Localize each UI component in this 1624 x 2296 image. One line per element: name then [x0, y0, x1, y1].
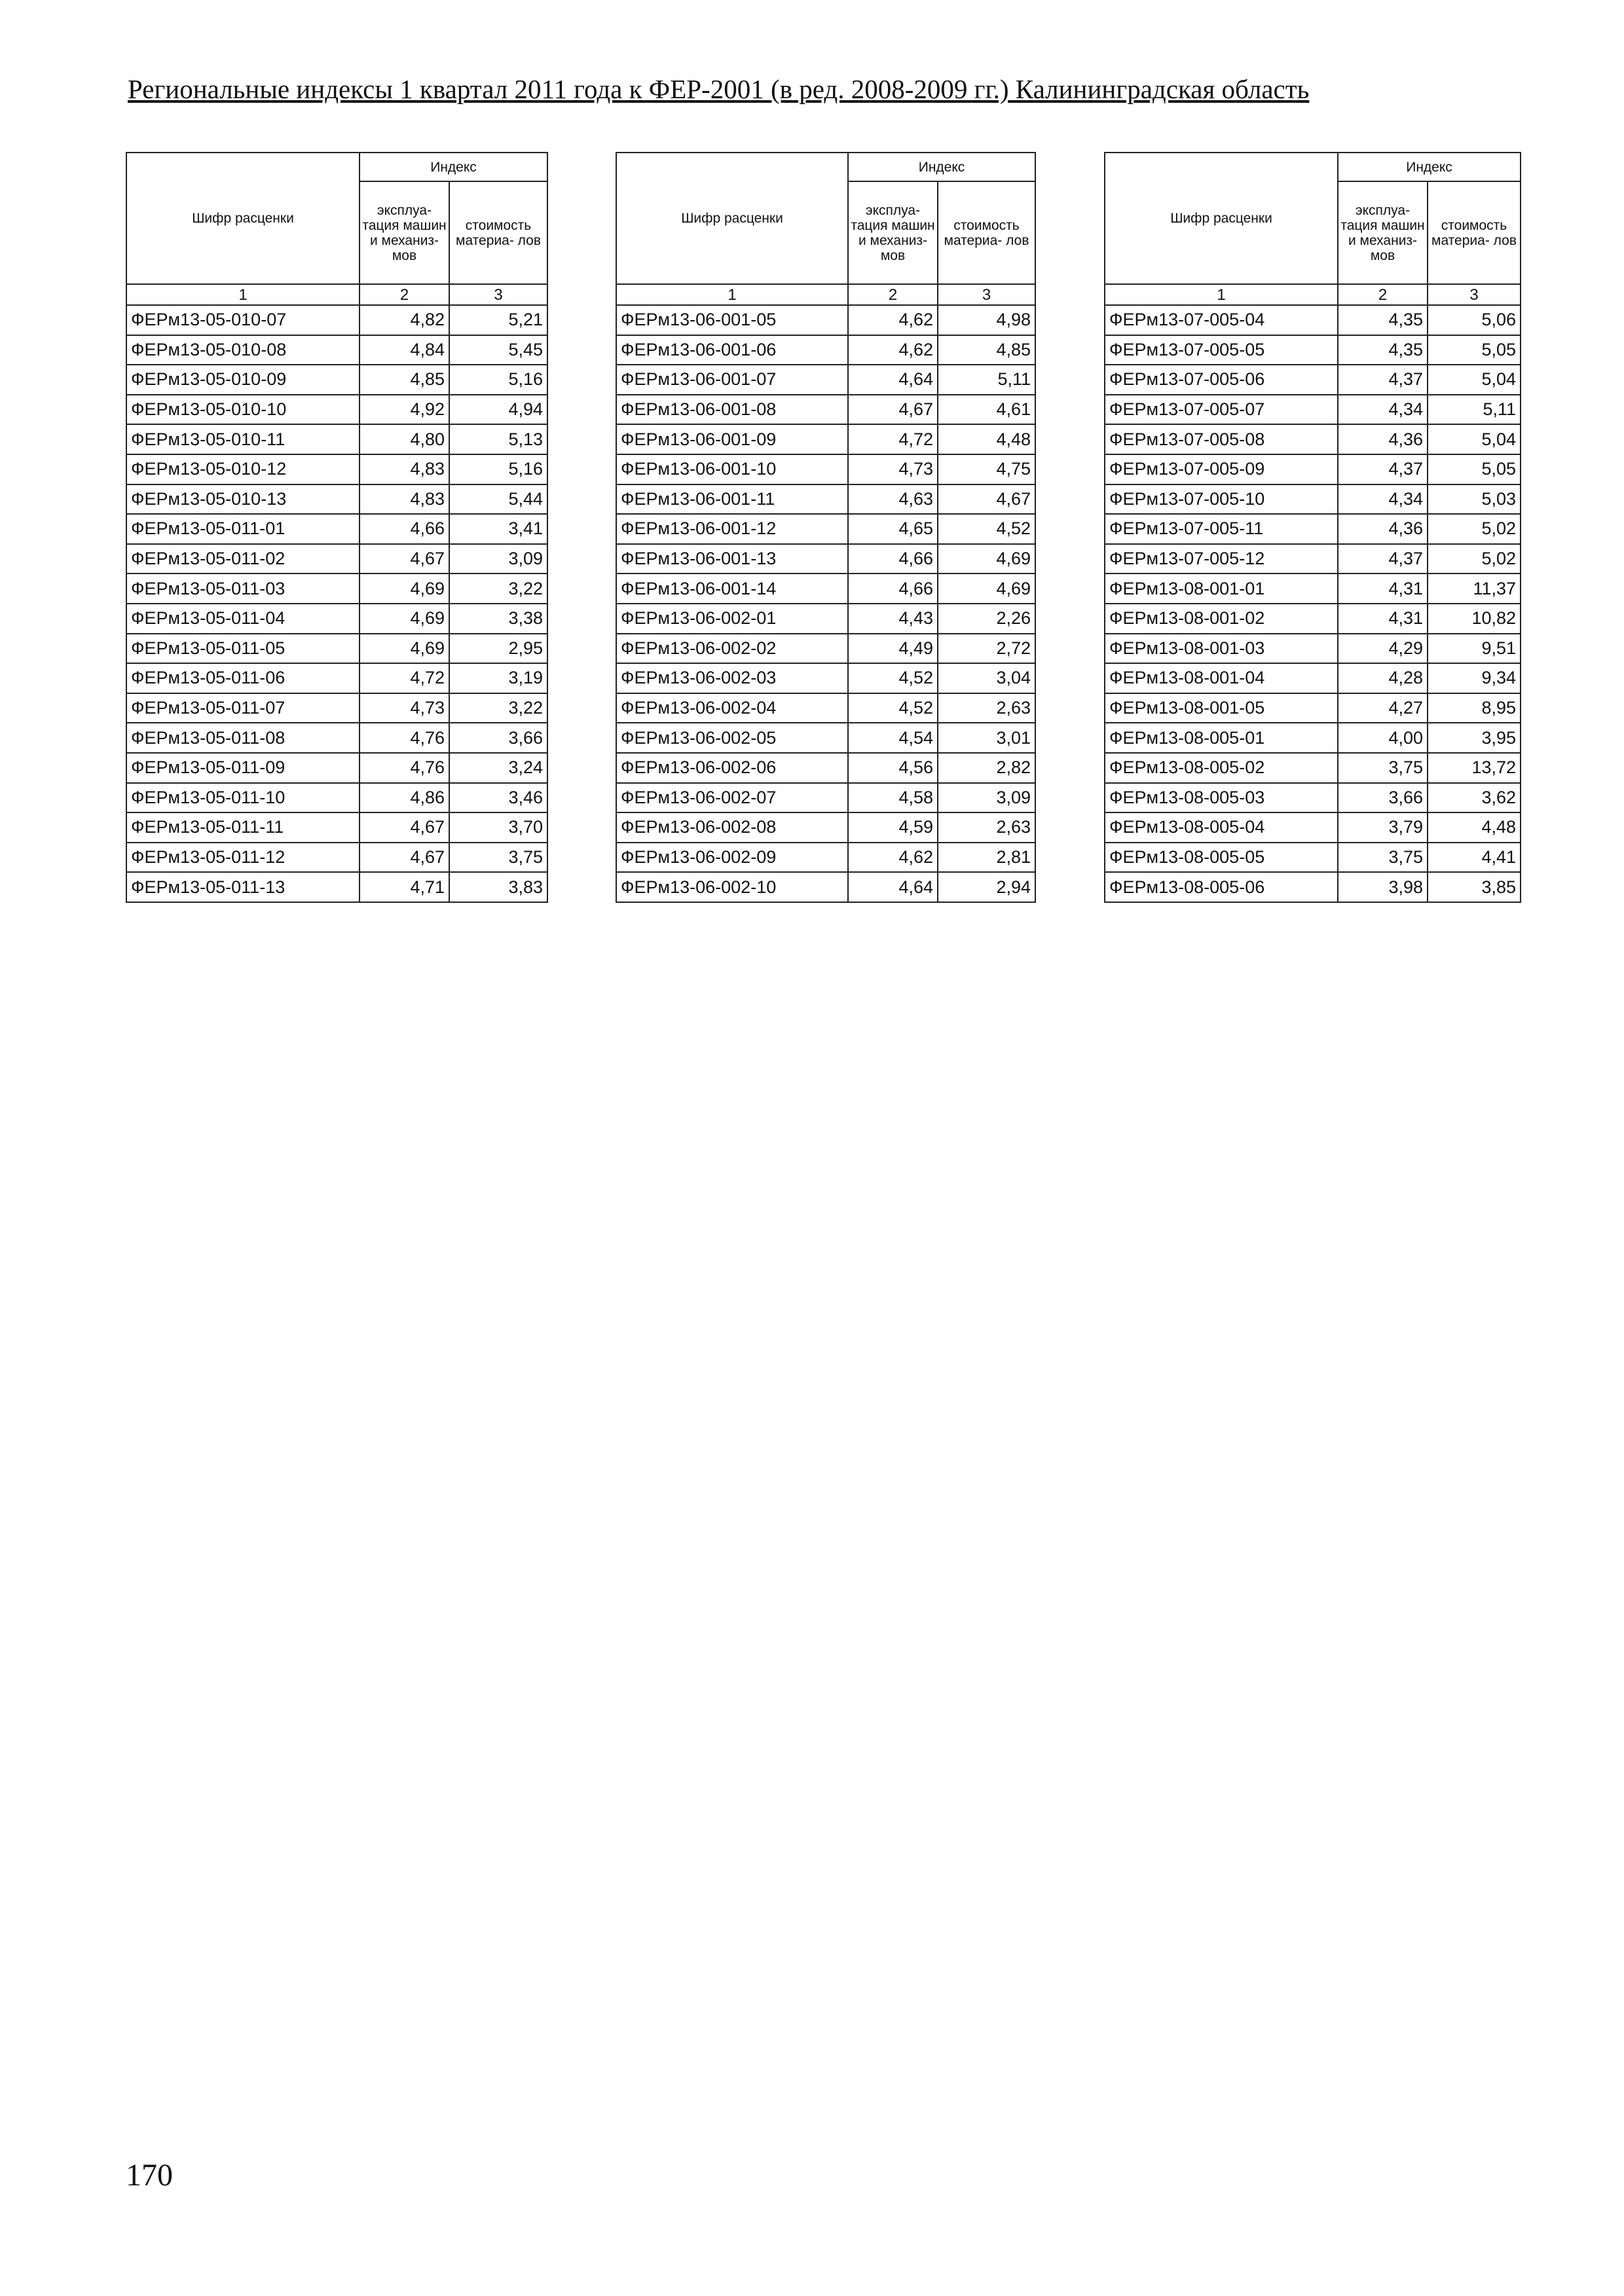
rate-code-cell: ФЕРм13-08-005-01 [1105, 723, 1338, 753]
machines-index-cell: 4,67 [360, 812, 449, 843]
rate-code-cell: ФЕРм13-07-005-10 [1105, 484, 1338, 515]
table-row [1105, 335, 1521, 365]
materials-index-cell: 5,11 [1428, 395, 1521, 425]
machines-index-cell: 4,92 [360, 395, 449, 425]
rate-code-cell: ФЕРм13-07-005-07 [1105, 395, 1338, 425]
table-row [1105, 812, 1521, 843]
table-row [616, 843, 1035, 873]
materials-index-cell: 10,82 [1428, 604, 1521, 634]
materials-index-cell: 4,48 [938, 424, 1035, 454]
machines-index-cell: 4,34 [1338, 395, 1428, 425]
materials-index-cell: 3,85 [1428, 872, 1521, 902]
machines-index-cell: 4,83 [360, 454, 449, 484]
rate-code-cell: ФЕРм13-05-011-06 [126, 663, 360, 693]
table-row [126, 663, 547, 693]
table-row [126, 484, 547, 515]
rate-code-cell: ФЕРм13-07-005-08 [1105, 424, 1338, 454]
table-row [126, 604, 547, 634]
materials-index-cell: 5,44 [449, 484, 547, 515]
machines-index-cell: 4,66 [360, 514, 449, 544]
materials-index-cell: 2,63 [938, 693, 1035, 723]
rate-code-cell: ФЕРм13-08-001-02 [1105, 604, 1338, 634]
materials-index-cell: 2,94 [938, 872, 1035, 902]
materials-index-cell: 4,61 [938, 395, 1035, 425]
table-row [1105, 424, 1521, 454]
table-row [616, 365, 1035, 395]
table-row [126, 514, 547, 544]
machines-index-cell: 4,69 [360, 574, 449, 604]
table-row [616, 454, 1035, 484]
materials-index-cell: 4,41 [1428, 843, 1521, 873]
machines-index-cell: 4,86 [360, 783, 449, 813]
materials-index-cell: 3,09 [938, 783, 1035, 813]
table-row [126, 544, 547, 574]
rate-code-cell: ФЕРм13-08-005-03 [1105, 783, 1338, 813]
column-number-1: 1 [616, 284, 848, 305]
column-header-machines: эксплуа- тация машин и механиз- мов [360, 181, 449, 284]
rate-code-cell: ФЕРм13-06-002-07 [616, 783, 848, 813]
rate-code-cell: ФЕРм13-08-001-01 [1105, 574, 1338, 604]
table-row [616, 424, 1035, 454]
rate-code-cell: ФЕРм13-05-010-09 [126, 365, 360, 395]
machines-index-cell: 3,75 [1338, 753, 1428, 783]
table-row [1105, 872, 1521, 902]
rate-code-cell: ФЕРм13-07-005-06 [1105, 365, 1338, 395]
materials-index-cell: 13,72 [1428, 753, 1521, 783]
machines-index-cell: 4,52 [848, 663, 938, 693]
materials-index-cell: 4,67 [938, 484, 1035, 515]
materials-index-cell: 3,09 [449, 544, 547, 574]
materials-index-cell: 2,26 [938, 604, 1035, 634]
table-row [1105, 544, 1521, 574]
table-row [1105, 454, 1521, 484]
rate-code-cell: ФЕРм13-05-011-03 [126, 574, 360, 604]
machines-index-cell: 4,36 [1338, 424, 1428, 454]
rate-code-cell: ФЕРм13-06-002-05 [616, 723, 848, 753]
materials-index-cell: 2,95 [449, 634, 547, 664]
rate-code-cell: ФЕРм13-05-011-07 [126, 693, 360, 723]
table-row [1105, 753, 1521, 783]
table-row [126, 812, 547, 843]
table-row [126, 305, 547, 335]
machines-index-cell: 4,49 [848, 634, 938, 664]
rate-code-cell: ФЕРм13-06-002-06 [616, 753, 848, 783]
machines-index-cell: 4,72 [360, 663, 449, 693]
table-row [126, 693, 547, 723]
machines-index-cell: 4,69 [360, 634, 449, 664]
rate-code-cell: ФЕРм13-08-001-05 [1105, 693, 1338, 723]
column-number-3: 3 [1428, 284, 1521, 305]
materials-index-cell: 5,45 [449, 335, 547, 365]
materials-index-cell: 5,05 [1428, 454, 1521, 484]
materials-index-cell: 5,13 [449, 424, 547, 454]
rate-code-cell: ФЕРм13-05-011-11 [126, 812, 360, 843]
rate-code-cell: ФЕРм13-07-005-05 [1105, 335, 1338, 365]
table-row [126, 395, 547, 425]
rate-code-cell: ФЕРм13-05-010-08 [126, 335, 360, 365]
column-header-materials: стоимость материа- лов [938, 181, 1035, 284]
rate-code-cell: ФЕРм13-05-010-11 [126, 424, 360, 454]
rate-code-cell: ФЕРм13-07-005-09 [1105, 454, 1338, 484]
materials-index-cell: 5,21 [449, 305, 547, 335]
column-number-3: 3 [938, 284, 1035, 305]
rate-code-cell: ФЕРм13-05-010-07 [126, 305, 360, 335]
rate-code-cell: ФЕРм13-08-005-06 [1105, 872, 1338, 902]
machines-index-cell: 4,71 [360, 872, 449, 902]
materials-index-cell: 4,85 [938, 335, 1035, 365]
machines-index-cell: 4,83 [360, 484, 449, 515]
machines-index-cell: 4,67 [360, 544, 449, 574]
rate-code-cell: ФЕРм13-08-005-05 [1105, 843, 1338, 873]
materials-index-cell: 2,72 [938, 634, 1035, 664]
column-header-code: Шифр расценки [616, 153, 848, 284]
machines-index-cell: 4,66 [848, 574, 938, 604]
materials-index-cell: 4,69 [938, 544, 1035, 574]
rate-code-cell: ФЕРм13-06-001-08 [616, 395, 848, 425]
table-row [126, 783, 547, 813]
machines-index-cell: 4,29 [1338, 634, 1428, 664]
machines-index-cell: 4,85 [360, 365, 449, 395]
machines-index-cell: 4,62 [848, 335, 938, 365]
rate-code-cell: ФЕРм13-06-001-05 [616, 305, 848, 335]
table-row [126, 634, 547, 664]
table-row [1105, 365, 1521, 395]
column-number-2: 2 [848, 284, 938, 305]
rate-code-cell: ФЕРм13-07-005-11 [1105, 514, 1338, 544]
table-row [616, 484, 1035, 515]
machines-index-cell: 4,64 [848, 872, 938, 902]
machines-index-cell: 4,62 [848, 843, 938, 873]
materials-index-cell: 3,24 [449, 753, 547, 783]
table-row [616, 693, 1035, 723]
machines-index-cell: 4,62 [848, 305, 938, 335]
rate-code-cell: ФЕРм13-05-011-01 [126, 514, 360, 544]
rate-code-cell: ФЕРм13-05-011-08 [126, 723, 360, 753]
rate-code-cell: ФЕРм13-06-001-06 [616, 335, 848, 365]
machines-index-cell: 4,67 [360, 843, 449, 873]
machines-index-cell: 3,98 [1338, 872, 1428, 902]
table-row [126, 454, 547, 484]
table-row [1105, 484, 1521, 515]
machines-index-cell: 4,84 [360, 335, 449, 365]
machines-index-cell: 4,35 [1338, 335, 1428, 365]
materials-index-cell: 5,04 [1428, 424, 1521, 454]
column-number-1: 1 [1105, 284, 1338, 305]
table-row [616, 514, 1035, 544]
rate-code-cell: ФЕРм13-06-002-08 [616, 812, 848, 843]
column-header-machines: эксплуа- тация машин и механиз- мов [848, 181, 938, 284]
materials-index-cell: 5,02 [1428, 514, 1521, 544]
index-table-3 [1104, 152, 1521, 903]
machines-index-cell: 4,76 [360, 723, 449, 753]
rate-code-cell: ФЕРм13-06-001-13 [616, 544, 848, 574]
materials-index-cell: 3,95 [1428, 723, 1521, 753]
machines-index-cell: 4,65 [848, 514, 938, 544]
column-header-index: Индекс [360, 153, 547, 181]
materials-index-cell: 3,62 [1428, 783, 1521, 813]
materials-index-cell: 2,82 [938, 753, 1035, 783]
table-row [126, 365, 547, 395]
column-header-index: Индекс [1338, 153, 1521, 181]
table-row [1105, 783, 1521, 813]
rate-code-cell: ФЕРм13-08-005-04 [1105, 812, 1338, 843]
materials-index-cell: 5,16 [449, 454, 547, 484]
table-row [616, 544, 1035, 574]
machines-index-cell: 3,66 [1338, 783, 1428, 813]
rate-code-cell: ФЕРм13-06-001-12 [616, 514, 848, 544]
materials-index-cell: 3,01 [938, 723, 1035, 753]
table-row [616, 395, 1035, 425]
page-number: 170 [126, 2158, 173, 2193]
machines-index-cell: 4,59 [848, 812, 938, 843]
column-header-index: Индекс [848, 153, 1035, 181]
table-row [126, 723, 547, 753]
machines-index-cell: 4,80 [360, 424, 449, 454]
materials-index-cell: 9,34 [1428, 663, 1521, 693]
table-row [1105, 305, 1521, 335]
machines-index-cell: 4,43 [848, 604, 938, 634]
rate-code-cell: ФЕРм13-06-002-10 [616, 872, 848, 902]
machines-index-cell: 3,75 [1338, 843, 1428, 873]
column-header-materials: стоимость материа- лов [1428, 181, 1521, 284]
materials-index-cell: 3,83 [449, 872, 547, 902]
rate-code-cell: ФЕРм13-06-001-09 [616, 424, 848, 454]
table-row [616, 604, 1035, 634]
materials-index-cell: 9,51 [1428, 634, 1521, 664]
machines-index-cell: 4,72 [848, 424, 938, 454]
table-row [616, 663, 1035, 693]
materials-index-cell: 5,03 [1428, 484, 1521, 515]
materials-index-cell: 4,48 [1428, 812, 1521, 843]
materials-index-cell: 4,75 [938, 454, 1035, 484]
rate-code-cell: ФЕРм13-05-011-09 [126, 753, 360, 783]
rate-code-cell: ФЕРм13-05-011-10 [126, 783, 360, 813]
rate-code-cell: ФЕРм13-08-001-03 [1105, 634, 1338, 664]
machines-index-cell: 4,73 [848, 454, 938, 484]
table-row [1105, 514, 1521, 544]
table-row [1105, 693, 1521, 723]
column-number-3: 3 [449, 284, 547, 305]
machines-index-cell: 4,52 [848, 693, 938, 723]
materials-index-cell: 5,05 [1428, 335, 1521, 365]
column-header-materials: стоимость материа- лов [449, 181, 547, 284]
table-row [616, 783, 1035, 813]
table-row [1105, 395, 1521, 425]
column-header-machines: эксплуа- тация машин и механиз- мов [1338, 181, 1428, 284]
machines-index-cell: 4,35 [1338, 305, 1428, 335]
table-row [616, 872, 1035, 902]
column-number-2: 2 [1338, 284, 1428, 305]
rate-code-cell: ФЕРм13-07-005-04 [1105, 305, 1338, 335]
rate-code-cell: ФЕРм13-05-011-04 [126, 604, 360, 634]
machines-index-cell: 4,82 [360, 305, 449, 335]
rate-code-cell: ФЕРм13-06-001-07 [616, 365, 848, 395]
table-row [126, 424, 547, 454]
rate-code-cell: ФЕРм13-06-002-03 [616, 663, 848, 693]
rate-code-cell: ФЕРм13-05-011-13 [126, 872, 360, 902]
materials-index-cell: 3,22 [449, 693, 547, 723]
materials-index-cell: 5,06 [1428, 305, 1521, 335]
machines-index-cell: 4,00 [1338, 723, 1428, 753]
rate-code-cell: ФЕРм13-05-010-12 [126, 454, 360, 484]
table-row [1105, 663, 1521, 693]
machines-index-cell: 4,31 [1338, 574, 1428, 604]
materials-index-cell: 3,04 [938, 663, 1035, 693]
index-table-2 [616, 152, 1036, 903]
column-number-2: 2 [360, 284, 449, 305]
page-title: Региональные индексы 1 квартал 2011 года к ФЕР-2001 (в ред. 2008-2009 гг.) Калининградская область [128, 74, 1310, 104]
machines-index-cell: 4,36 [1338, 514, 1428, 544]
materials-index-cell: 2,63 [938, 812, 1035, 843]
materials-index-cell: 3,19 [449, 663, 547, 693]
machines-index-cell: 4,37 [1338, 365, 1428, 395]
rate-code-cell: ФЕРм13-06-002-09 [616, 843, 848, 873]
materials-index-cell: 5,11 [938, 365, 1035, 395]
table-row [1105, 634, 1521, 664]
materials-index-cell: 5,04 [1428, 365, 1521, 395]
table-row [126, 843, 547, 873]
materials-index-cell: 3,22 [449, 574, 547, 604]
table-row [616, 574, 1035, 604]
table-row [616, 305, 1035, 335]
machines-index-cell: 4,66 [848, 544, 938, 574]
materials-index-cell: 11,37 [1428, 574, 1521, 604]
materials-index-cell: 4,94 [449, 395, 547, 425]
table-row [1105, 604, 1521, 634]
column-header-code: Шифр расценки [126, 153, 360, 284]
machines-index-cell: 4,58 [848, 783, 938, 813]
table-row [1105, 723, 1521, 753]
materials-index-cell: 4,69 [938, 574, 1035, 604]
materials-index-cell: 3,38 [449, 604, 547, 634]
machines-index-cell: 4,67 [848, 395, 938, 425]
table-row [126, 872, 547, 902]
materials-index-cell: 3,70 [449, 812, 547, 843]
rate-code-cell: ФЕРм13-06-001-14 [616, 574, 848, 604]
rate-code-cell: ФЕРм13-06-002-02 [616, 634, 848, 664]
machines-index-cell: 4,54 [848, 723, 938, 753]
table-row [126, 574, 547, 604]
machines-index-cell: 4,64 [848, 365, 938, 395]
materials-index-cell: 3,75 [449, 843, 547, 873]
materials-index-cell: 3,46 [449, 783, 547, 813]
machines-index-cell: 4,31 [1338, 604, 1428, 634]
rate-code-cell: ФЕРм13-07-005-12 [1105, 544, 1338, 574]
materials-index-cell: 3,66 [449, 723, 547, 753]
table-row [616, 812, 1035, 843]
rate-code-cell: ФЕРм13-05-011-05 [126, 634, 360, 664]
machines-index-cell: 3,79 [1338, 812, 1428, 843]
materials-index-cell: 5,16 [449, 365, 547, 395]
column-number-1: 1 [126, 284, 360, 305]
machines-index-cell: 4,63 [848, 484, 938, 515]
rate-code-cell: ФЕРм13-06-002-04 [616, 693, 848, 723]
materials-index-cell: 8,95 [1428, 693, 1521, 723]
machines-index-cell: 4,73 [360, 693, 449, 723]
table-row [616, 335, 1035, 365]
index-table-1 [126, 152, 548, 903]
table-row [616, 634, 1035, 664]
rate-code-cell: ФЕРм13-08-005-02 [1105, 753, 1338, 783]
machines-index-cell: 4,34 [1338, 484, 1428, 515]
machines-index-cell: 4,27 [1338, 693, 1428, 723]
rate-code-cell: ФЕРм13-05-011-12 [126, 843, 360, 873]
materials-index-cell: 5,02 [1428, 544, 1521, 574]
table-row [616, 723, 1035, 753]
machines-index-cell: 4,28 [1338, 663, 1428, 693]
machines-index-cell: 4,37 [1338, 454, 1428, 484]
rate-code-cell: ФЕРм13-08-001-04 [1105, 663, 1338, 693]
table-row [1105, 574, 1521, 604]
materials-index-cell: 3,41 [449, 514, 547, 544]
table-row [126, 753, 547, 783]
rate-code-cell: ФЕРм13-06-002-01 [616, 604, 848, 634]
table-row [616, 753, 1035, 783]
machines-index-cell: 4,37 [1338, 544, 1428, 574]
materials-index-cell: 4,98 [938, 305, 1035, 335]
machines-index-cell: 4,69 [360, 604, 449, 634]
rate-code-cell: ФЕРм13-05-010-13 [126, 484, 360, 515]
table-row [1105, 843, 1521, 873]
machines-index-cell: 4,76 [360, 753, 449, 783]
column-header-code: Шифр расценки [1105, 153, 1338, 284]
table-row [126, 335, 547, 365]
rate-code-cell: ФЕРм13-05-011-02 [126, 544, 360, 574]
materials-index-cell: 4,52 [938, 514, 1035, 544]
machines-index-cell: 4,56 [848, 753, 938, 783]
rate-code-cell: ФЕРм13-06-001-10 [616, 454, 848, 484]
rate-code-cell: ФЕРм13-06-001-11 [616, 484, 848, 515]
materials-index-cell: 2,81 [938, 843, 1035, 873]
rate-code-cell: ФЕРм13-05-010-10 [126, 395, 360, 425]
